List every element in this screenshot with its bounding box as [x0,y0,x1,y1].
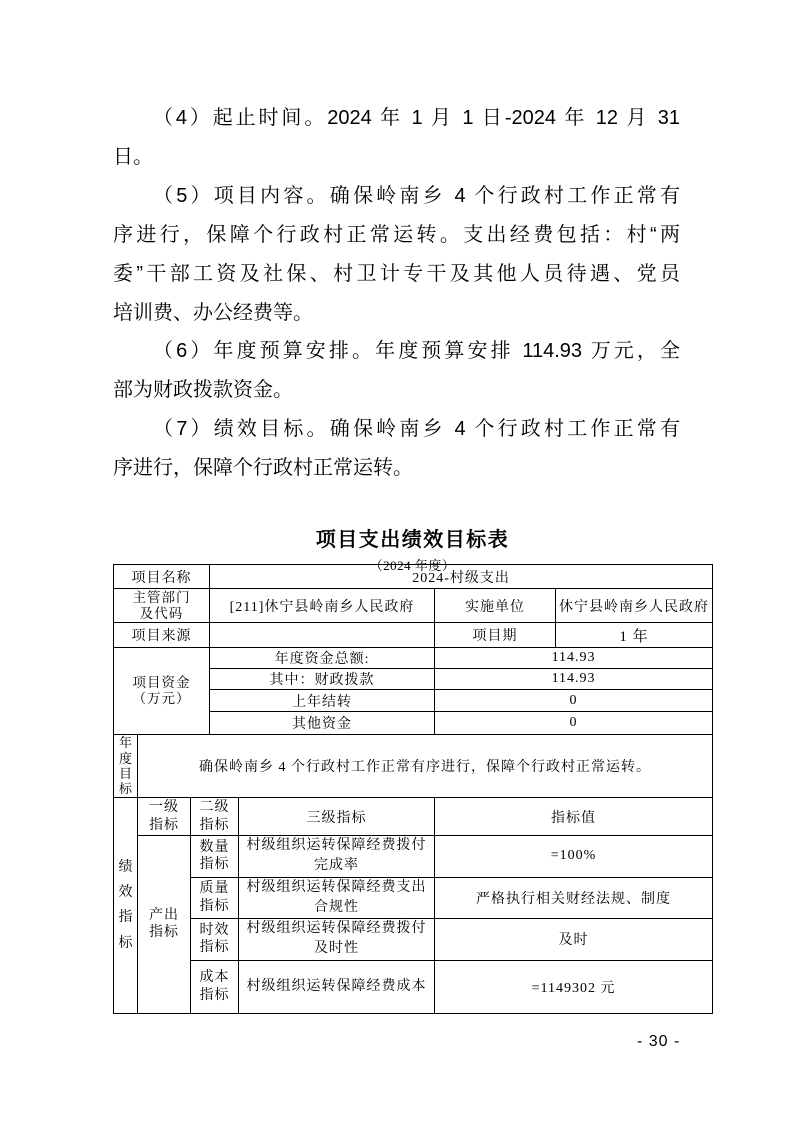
impl-unit-label: 实施单位 [435,589,556,623]
paragraph-line: 序进行，保障个行政村正常运转。支出经费包括：村“两 [113,223,680,246]
indicator-cost-label [191,960,239,1013]
project-period-label: 项目期 [435,623,556,648]
funding-fiscal-label: 其中：财政拨款 [210,669,435,690]
paragraph-line: （4）起止时间。2024 年 1 月 1 日-2024 年 12 月 31 [153,107,680,129]
project-name-label: 项目名称 [114,565,210,589]
indicator-quantity-value: =100% [435,836,713,878]
funding-carryover-label: 上年结转 [210,690,435,712]
table-subtitle: （2024 年度） [369,558,456,573]
indicator-cost-desc: 村级组织运转保障经费成本 [239,960,435,1013]
paragraph-line: 培训费、办公经费等。 [113,301,313,324]
dept-label-line1: 主管部门 [132,589,191,605]
funding-carryover-value: 0 [435,690,713,712]
performance-label-text: 绩效指标 [118,860,133,951]
header-level2 [191,798,239,836]
page-number: - 30 - [637,1033,681,1050]
performance-target-table [113,564,713,1014]
indicator-quantity-desc: 村级组织运转保障经费拨付完成率 [239,836,435,878]
funding-total-label: 年度资金总额: [210,648,435,669]
category-output-text: 产出指标 [149,907,179,941]
project-period-value: 1 年 [556,623,713,648]
indicator-quantity-text: 数量指标 [199,839,230,873]
funding-label [114,648,210,735]
indicator-timeliness-value: 及时 [435,919,713,961]
dept-label-line2: 及代码 [139,605,184,621]
paragraph-line: （6）年度预算安排。年度预算安排 114.93 万元，全 [153,340,680,363]
indicator-quality-text: 质量指标 [199,881,230,914]
paragraph-line: 部为财政拨款资金。 [113,379,293,402]
indicator-timeliness-desc: 村级组织运转保障经费拨付及时性 [239,919,435,961]
indicator-quality-value: 严格执行相关财经法规、制度 [435,877,713,919]
indicator-quantity-label [191,836,239,878]
header-level2-text: 二级指标 [199,800,230,833]
body-text [113,99,680,488]
table-title: 项目支出绩效目标表 [315,529,510,551]
indicator-quality-desc: 村级组织运转保障经费支出合规性 [239,877,435,919]
indicator-timeliness-text: 时效指标 [199,922,230,956]
impl-unit-value: 休宁县岭南乡人民政府 [556,589,713,623]
project-name-value: 2024-村级支出 [210,565,713,589]
header-level1 [138,798,191,836]
dept-label [114,589,210,623]
annual-goal-label [114,735,138,798]
paragraph-line: 日。 [113,145,153,168]
indicator-quality-label [191,877,239,919]
funding-label-line1: 项目资金 [132,675,191,691]
performance-label [114,798,138,1014]
header-level1-text: 一级指标 [149,800,179,833]
annual-goal-label-text: 年度目标 [118,735,132,797]
indicator-cost-text: 成本指标 [199,970,230,1003]
funding-total-value: 114.93 [435,648,713,669]
funding-other-value: 0 [435,712,713,735]
header-level3: 三级指标 [239,798,435,836]
project-source-value [210,623,435,648]
funding-label-line2: （万元） [132,691,191,706]
indicator-cost-value: =1149302 元 [435,960,713,1013]
indicator-timeliness-label [191,919,239,961]
dept-value: [211]休宁县岭南乡人民政府 [210,589,435,623]
annual-goal-content: 确保岭南乡 4 个行政村工作正常有序进行，保障个行政村正常运转。 [138,735,713,798]
header-value: 指标值 [435,798,713,836]
funding-fiscal-value: 114.93 [435,669,713,690]
project-source-label: 项目来源 [114,623,210,648]
paragraph-line: （5）项目内容。确保岭南乡 4 个行政村工作正常有 [153,184,680,207]
category-output [138,836,191,1014]
funding-other-label: 其他资金 [210,712,435,735]
paragraph-line: （7）绩效目标。确保岭南乡 4 个行政村工作正常有 [153,418,680,441]
paragraph-line: 委”干部工资及社保、村卫计专干及其他人员待遇、党员 [113,262,680,285]
paragraph-line: 序进行，保障个行政村正常运转。 [113,457,413,480]
